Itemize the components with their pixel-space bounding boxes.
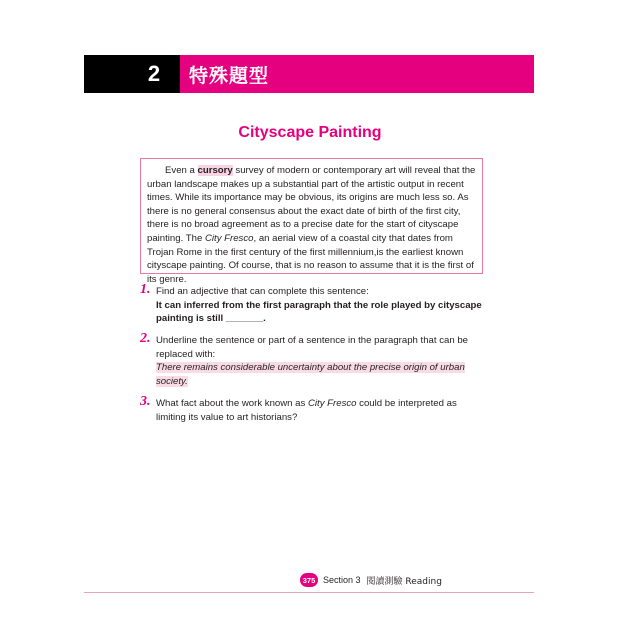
- question-2: [140, 331, 485, 388]
- question-prompt: Find an adjective that can complete this sentence:: [156, 286, 369, 297]
- chapter-header: [84, 55, 534, 93]
- page-number-badge: 375: [300, 573, 318, 587]
- passage-italic-title: City Fresco: [204, 232, 254, 244]
- question-prompt: [156, 397, 485, 424]
- page-title: Cityscape Painting: [238, 124, 382, 141]
- footer-divider: [84, 592, 534, 593]
- passage-text-2: , an aerial view of a coastal city that dates from Trojan Rome in the first century of the first millennium,is the earliest known cityscape painting. Of course, that is no reason to assume that it is the first of its genre.: [147, 232, 474, 285]
- chapter-number: 2: [84, 55, 180, 93]
- question-prompt: Underline the sentence or part of a sentence in the paragraph that can be replaced with:: [156, 335, 469, 360]
- chapter-title: 特殊題型: [189, 64, 270, 87]
- question-text-end: could be interpreted as limiting its value to art historians?: [156, 398, 457, 423]
- page-footer: [300, 573, 442, 587]
- highlighted-word: cursory: [197, 165, 233, 176]
- question-1: [140, 282, 485, 326]
- passage-paragraph: [147, 164, 476, 286]
- section-label: Section 3: [323, 575, 361, 585]
- question-italic-title: City Fresco: [307, 398, 357, 409]
- question-number: 2.: [140, 331, 151, 346]
- question-3: [140, 394, 485, 424]
- passage-text-start: Even a: [165, 165, 198, 176]
- question-number: 3.: [140, 394, 151, 409]
- question-number: 1.: [140, 282, 151, 297]
- question-text-start: What fact about the work known as: [156, 398, 308, 409]
- passage-text-1: survey of modern or contemporary art will reveal that the urban landscape makes up a substantial part of the artistic output in recent times. While its importance may be obvious, its origins are much less so. As there is no general consensus about the exact date of birth of the first city, there is no broad agreement as to a precise date for the start of cityscape painting. The: [147, 165, 476, 244]
- question-sentence: It can inferred from the first paragraph that the role played by cityscape painting is still _______.: [156, 299, 482, 325]
- reading-passage: [140, 158, 483, 285]
- question-quote: There remains considerable uncertainty about the precise origin of urban society.: [156, 362, 465, 387]
- section-title: 閱讀測驗 Reading: [366, 576, 442, 587]
